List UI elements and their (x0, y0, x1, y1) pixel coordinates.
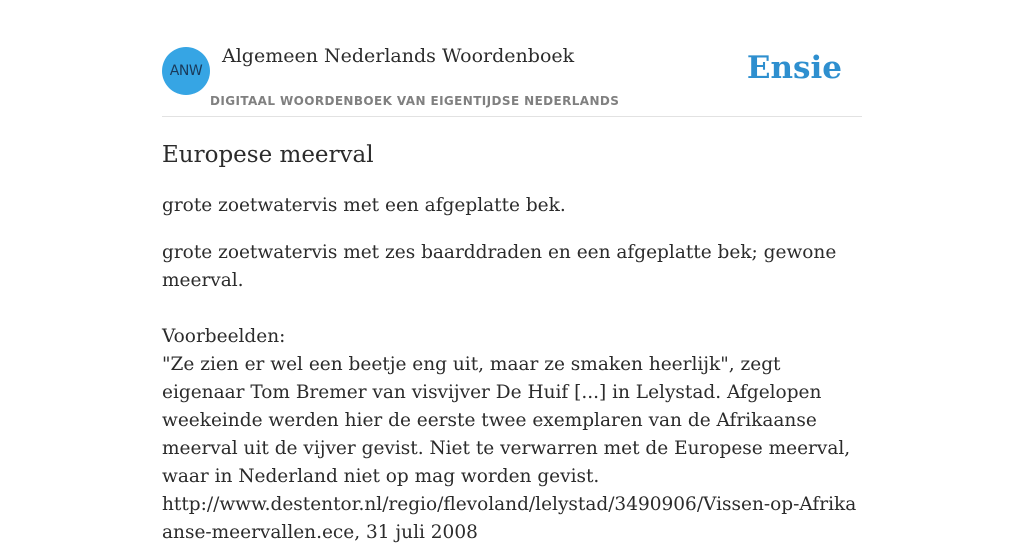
definition-1: grote zoetwatervis met een afgeplatte bek. (162, 195, 566, 216)
definition-2: grote zoetwatervis met zes baarddraden en een afgeplatte bek; gewone meerval. (162, 242, 837, 291)
anw-logo[interactable]: ANW (162, 47, 210, 95)
examples-label: Voorbeelden: (162, 326, 286, 347)
site-title[interactable]: Algemeen Nederlands Woordenboek (222, 45, 575, 67)
entry-content (162, 138, 864, 547)
site-header (162, 0, 862, 117)
ensie-brand-link[interactable]: Ensie (746, 50, 842, 86)
example-quote: "Ze zien er wel een beetje eng uit, maar ze smaken heerlijk", zegt eigenaar Tom Bremer van visvijver De Huif [...] in Lelystad. Afgelopen weekeinde werden hier de eerste twee exemplaren van de Afrikaanse meerval uit de vijver gevist. Niet te verwarren met de Europese meerval, waar in Nederland niet op mag worden gevist. (162, 354, 851, 487)
example-source: http://www.destentor.nl/regio/flevoland/lelystad/3490906/Vissen-op-Afrikaanse-meervallen.ece, 31 juli 2008 (162, 494, 857, 543)
site-subtitle: DIGITAAL WOORDENBOEK VAN EIGENTIJDSE NEDERLANDS (210, 94, 620, 108)
examples-section (162, 323, 864, 547)
entry-headword: Europese meerval (162, 142, 374, 168)
